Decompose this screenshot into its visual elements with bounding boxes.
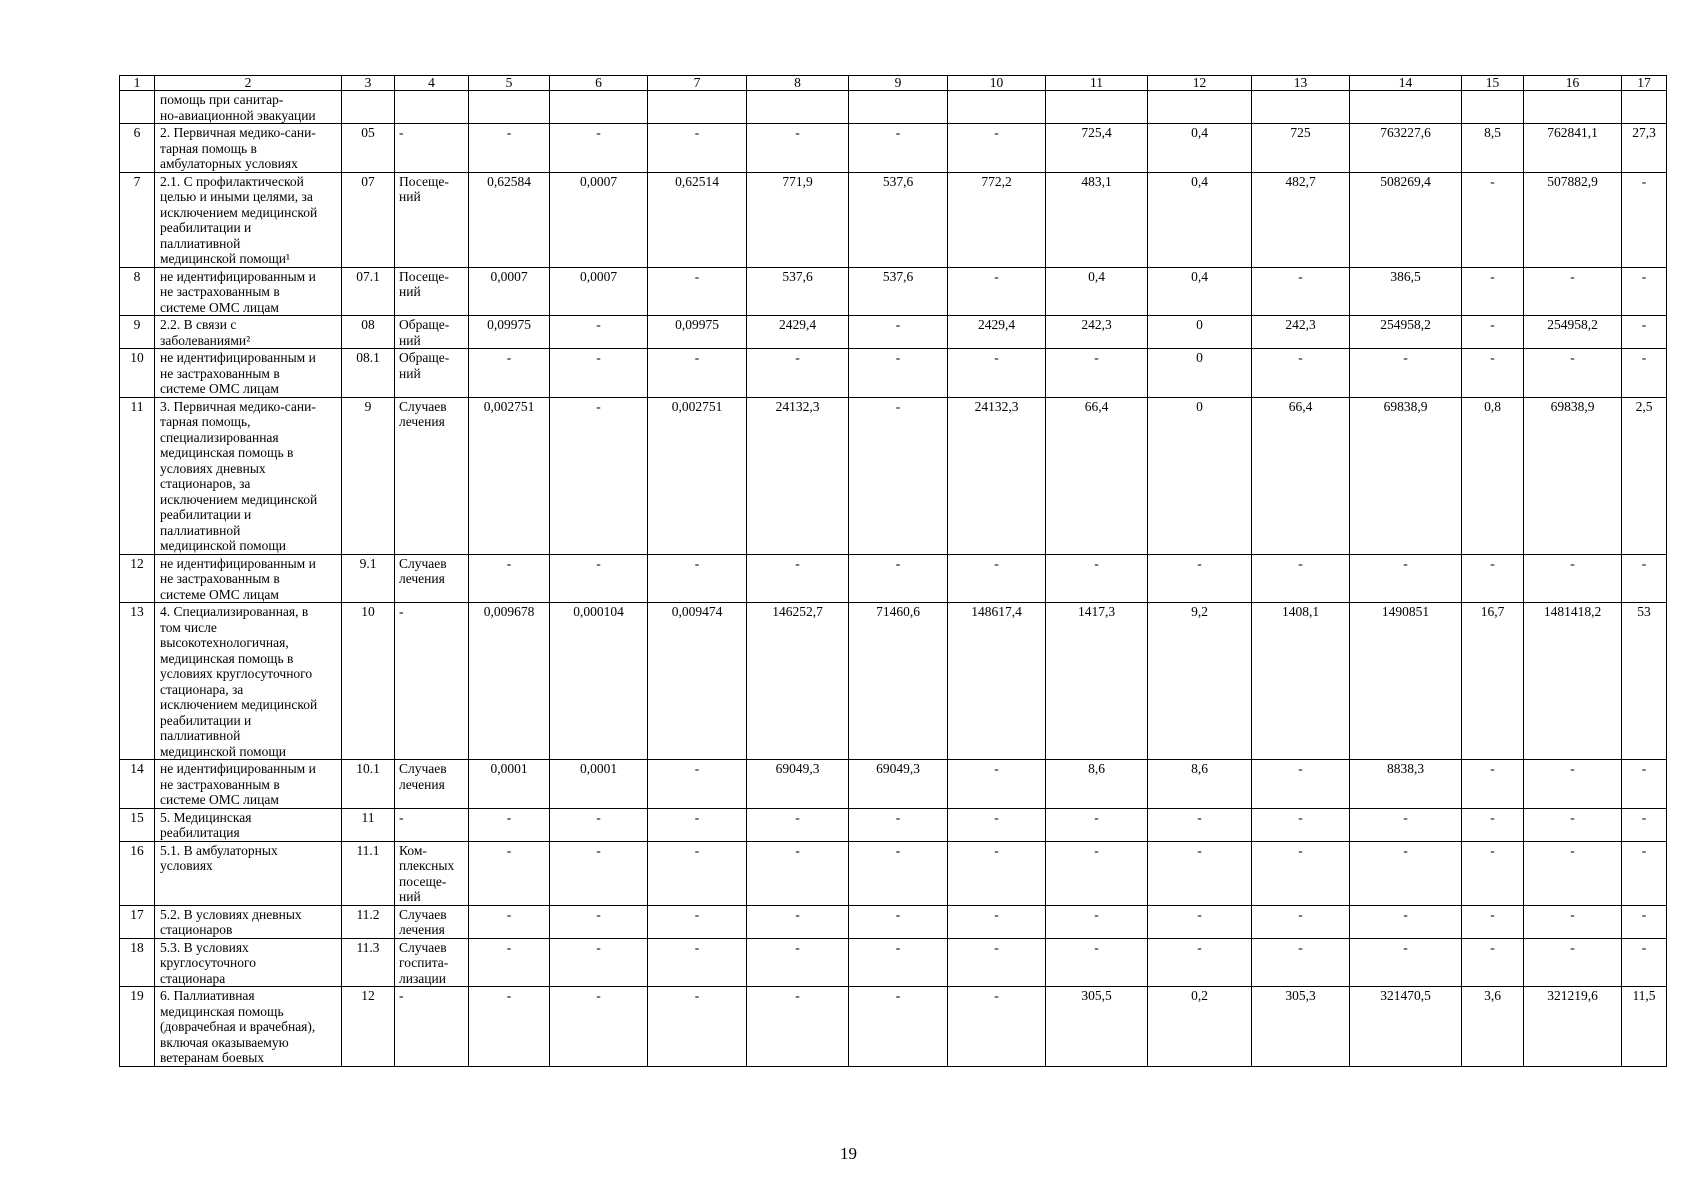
unit-cell: Случаев лечения xyxy=(395,760,469,809)
value-cell: - xyxy=(948,808,1046,841)
table-row xyxy=(120,938,1667,987)
value-cell: - xyxy=(550,554,648,603)
unit-cell: Обраще- ний xyxy=(395,316,469,349)
value-cell: - xyxy=(1046,841,1148,905)
column-number-header: 2 xyxy=(155,76,342,91)
row-number-cell: 14 xyxy=(120,760,155,809)
value-cell: - xyxy=(1046,808,1148,841)
line-code-cell: 07 xyxy=(342,172,395,267)
value-cell: - xyxy=(550,938,648,987)
care-type-cell: не идентифицированным и не застрахованным в системе ОМС лицам xyxy=(155,760,342,809)
unit-cell xyxy=(395,91,469,124)
value-cell: 0,009678 xyxy=(469,603,550,760)
value-cell: - xyxy=(648,760,747,809)
value-cell: 69049,3 xyxy=(747,760,849,809)
value-cell: - xyxy=(1148,808,1252,841)
value-cell: - xyxy=(1524,760,1622,809)
value-cell: - xyxy=(1622,554,1667,603)
row-number-cell: 13 xyxy=(120,603,155,760)
value-cell: - xyxy=(1462,172,1524,267)
value-cell xyxy=(1148,91,1252,124)
value-cell: - xyxy=(1350,938,1462,987)
column-number-header: 13 xyxy=(1252,76,1350,91)
value-cell: 1408,1 xyxy=(1252,603,1350,760)
care-type-cell: не идентифицированным и не застрахованным в системе ОМС лицам xyxy=(155,349,342,398)
value-cell xyxy=(747,91,849,124)
value-cell: - xyxy=(550,905,648,938)
value-cell: 242,3 xyxy=(1252,316,1350,349)
row-number-cell: 17 xyxy=(120,905,155,938)
value-cell: - xyxy=(1252,905,1350,938)
value-cell: - xyxy=(747,349,849,398)
value-cell: 772,2 xyxy=(948,172,1046,267)
care-type-cell: 5.3. В условиях круглосуточного стационара xyxy=(155,938,342,987)
value-cell: - xyxy=(1252,808,1350,841)
value-cell: 24132,3 xyxy=(948,397,1046,554)
care-type-cell: 2. Первичная медико-сани- тарная помощь в амбулаторных условиях xyxy=(155,124,342,173)
value-cell xyxy=(1622,91,1667,124)
value-cell: - xyxy=(469,905,550,938)
row-number-cell: 15 xyxy=(120,808,155,841)
column-number-header: 7 xyxy=(648,76,747,91)
unit-cell: Случаев лечения xyxy=(395,554,469,603)
line-code-cell: 12 xyxy=(342,987,395,1067)
value-cell: - xyxy=(747,808,849,841)
column-number-header: 9 xyxy=(849,76,948,91)
value-cell: - xyxy=(550,124,648,173)
value-cell: - xyxy=(1350,905,1462,938)
value-cell: 3,6 xyxy=(1462,987,1524,1067)
care-type-cell: 2.1. С профилактической целью и иными целями, за исключением медицинской реабилитации и паллиативной медицинской помощи¹ xyxy=(155,172,342,267)
care-type-cell: не идентифицированным и не застрахованным в системе ОМС лицам xyxy=(155,554,342,603)
value-cell: - xyxy=(1350,554,1462,603)
value-cell: - xyxy=(550,808,648,841)
column-number-header: 1 xyxy=(120,76,155,91)
value-cell: - xyxy=(1462,905,1524,938)
value-cell: 0,4 xyxy=(1148,124,1252,173)
value-cell: - xyxy=(849,349,948,398)
value-cell: 0,4 xyxy=(1148,267,1252,316)
value-cell: 537,6 xyxy=(747,267,849,316)
unit-cell: - xyxy=(395,808,469,841)
value-cell: - xyxy=(948,987,1046,1067)
column-number-header: 4 xyxy=(395,76,469,91)
line-code-cell: 11 xyxy=(342,808,395,841)
value-cell: - xyxy=(849,938,948,987)
value-cell: 2429,4 xyxy=(747,316,849,349)
row-number-cell: 7 xyxy=(120,172,155,267)
table-row xyxy=(120,987,1667,1067)
value-cell xyxy=(1524,91,1622,124)
value-cell: 254958,2 xyxy=(1524,316,1622,349)
row-number-cell: 6 xyxy=(120,124,155,173)
value-cell: - xyxy=(1148,905,1252,938)
column-number-header: 6 xyxy=(550,76,648,91)
value-cell: 482,7 xyxy=(1252,172,1350,267)
value-cell: - xyxy=(1462,267,1524,316)
value-cell: - xyxy=(1622,841,1667,905)
value-cell: - xyxy=(469,987,550,1067)
value-cell: 763227,6 xyxy=(1350,124,1462,173)
value-cell: - xyxy=(1462,938,1524,987)
value-cell: - xyxy=(648,905,747,938)
row-number-cell: 9 xyxy=(120,316,155,349)
table-row xyxy=(120,349,1667,398)
page-number: 19 xyxy=(840,1144,857,1163)
value-cell: - xyxy=(1462,316,1524,349)
value-cell: - xyxy=(469,349,550,398)
value-cell: - xyxy=(648,267,747,316)
care-type-cell: 5.2. В условиях дневных стационаров xyxy=(155,905,342,938)
value-cell: 66,4 xyxy=(1252,397,1350,554)
unit-cell: Обраще- ний xyxy=(395,349,469,398)
value-cell: - xyxy=(948,124,1046,173)
value-cell: - xyxy=(1622,172,1667,267)
value-cell: - xyxy=(648,808,747,841)
value-cell: - xyxy=(747,124,849,173)
value-cell: 0,0007 xyxy=(469,267,550,316)
line-code-cell: 05 xyxy=(342,124,395,173)
value-cell xyxy=(550,91,648,124)
value-cell: - xyxy=(469,938,550,987)
value-cell: - xyxy=(1148,938,1252,987)
value-cell: 305,3 xyxy=(1252,987,1350,1067)
value-cell: - xyxy=(1524,349,1622,398)
unit-cell: - xyxy=(395,987,469,1067)
value-cell: 69838,9 xyxy=(1524,397,1622,554)
value-cell: 2,5 xyxy=(1622,397,1667,554)
value-cell: - xyxy=(648,938,747,987)
row-number-cell: 12 xyxy=(120,554,155,603)
value-cell: - xyxy=(1524,938,1622,987)
row-number-cell: 18 xyxy=(120,938,155,987)
value-cell: 0,09975 xyxy=(469,316,550,349)
value-cell: - xyxy=(948,349,1046,398)
line-code-cell: 11.1 xyxy=(342,841,395,905)
table-row xyxy=(120,397,1667,554)
value-cell: - xyxy=(550,316,648,349)
row-number-cell: 10 xyxy=(120,349,155,398)
value-cell: 8,6 xyxy=(1046,760,1148,809)
value-cell: 24132,3 xyxy=(747,397,849,554)
value-cell: - xyxy=(747,905,849,938)
table-row xyxy=(120,841,1667,905)
value-cell: 11,5 xyxy=(1622,987,1667,1067)
value-cell: 0,62584 xyxy=(469,172,550,267)
value-cell: - xyxy=(1622,938,1667,987)
value-cell: 483,1 xyxy=(1046,172,1148,267)
value-cell: 305,5 xyxy=(1046,987,1148,1067)
line-code-cell: 10 xyxy=(342,603,395,760)
column-number-header: 11 xyxy=(1046,76,1148,91)
line-code-cell xyxy=(342,91,395,124)
unit-cell: Случаев лечения xyxy=(395,905,469,938)
value-cell: 1481418,2 xyxy=(1524,603,1622,760)
value-cell: - xyxy=(1524,267,1622,316)
column-number-header: 5 xyxy=(469,76,550,91)
value-cell: 0,8 xyxy=(1462,397,1524,554)
line-code-cell: 11.3 xyxy=(342,938,395,987)
value-cell: 0,2 xyxy=(1148,987,1252,1067)
line-code-cell: 11.2 xyxy=(342,905,395,938)
row-number-cell: 19 xyxy=(120,987,155,1067)
value-cell: - xyxy=(747,938,849,987)
value-cell: 146252,7 xyxy=(747,603,849,760)
column-number-header: 8 xyxy=(747,76,849,91)
column-number-header: 12 xyxy=(1148,76,1252,91)
value-cell: - xyxy=(1622,808,1667,841)
value-cell: 69838,9 xyxy=(1350,397,1462,554)
value-cell: 16,7 xyxy=(1462,603,1524,760)
value-cell: - xyxy=(1622,267,1667,316)
value-cell: - xyxy=(1524,554,1622,603)
value-cell: 0,0007 xyxy=(550,267,648,316)
value-cell: - xyxy=(1046,554,1148,603)
value-cell: 69049,3 xyxy=(849,760,948,809)
value-cell: - xyxy=(1252,554,1350,603)
value-cell: 1490851 xyxy=(1350,603,1462,760)
table-row xyxy=(120,603,1667,760)
table-row xyxy=(120,267,1667,316)
value-cell: 0,4 xyxy=(1046,267,1148,316)
table-row xyxy=(120,316,1667,349)
value-cell: 0,002751 xyxy=(469,397,550,554)
value-cell: - xyxy=(1462,349,1524,398)
value-cell xyxy=(1462,91,1524,124)
value-cell xyxy=(849,91,948,124)
row-number-cell: 16 xyxy=(120,841,155,905)
medical-care-table xyxy=(119,75,1667,1067)
column-number-header: 16 xyxy=(1524,76,1622,91)
value-cell: 8,5 xyxy=(1462,124,1524,173)
value-cell: - xyxy=(849,987,948,1067)
unit-cell: - xyxy=(395,124,469,173)
column-number-header: 15 xyxy=(1462,76,1524,91)
value-cell: 725,4 xyxy=(1046,124,1148,173)
value-cell: - xyxy=(747,987,849,1067)
value-cell: 321470,5 xyxy=(1350,987,1462,1067)
value-cell: - xyxy=(1462,554,1524,603)
unit-cell: Посеще- ний xyxy=(395,267,469,316)
value-cell xyxy=(469,91,550,124)
table-row xyxy=(120,808,1667,841)
value-cell: - xyxy=(1252,841,1350,905)
value-cell: 0,000104 xyxy=(550,603,648,760)
value-cell: - xyxy=(648,987,747,1067)
value-cell: - xyxy=(550,841,648,905)
line-code-cell: 10.1 xyxy=(342,760,395,809)
value-cell: - xyxy=(849,841,948,905)
value-cell: 1417,3 xyxy=(1046,603,1148,760)
value-cell: - xyxy=(1622,316,1667,349)
care-type-cell: не идентифицированным и не застрахованным в системе ОМС лицам xyxy=(155,267,342,316)
column-number-header: 10 xyxy=(948,76,1046,91)
table-row xyxy=(120,905,1667,938)
value-cell: - xyxy=(747,841,849,905)
value-cell: 53 xyxy=(1622,603,1667,760)
value-cell: - xyxy=(1462,808,1524,841)
value-cell: 0,009474 xyxy=(648,603,747,760)
value-cell: - xyxy=(550,397,648,554)
value-cell: - xyxy=(1524,905,1622,938)
unit-cell: Посеще- ний xyxy=(395,172,469,267)
value-cell: 66,4 xyxy=(1046,397,1148,554)
value-cell: - xyxy=(648,349,747,398)
value-cell: 0,09975 xyxy=(648,316,747,349)
table-row xyxy=(120,760,1667,809)
line-code-cell: 08 xyxy=(342,316,395,349)
value-cell: - xyxy=(1350,349,1462,398)
value-cell: 537,6 xyxy=(849,267,948,316)
row-number-cell: 8 xyxy=(120,267,155,316)
value-cell: - xyxy=(1462,760,1524,809)
value-cell: - xyxy=(1462,841,1524,905)
column-number-header: 17 xyxy=(1622,76,1667,91)
row-number-cell xyxy=(120,91,155,124)
line-code-cell: 9.1 xyxy=(342,554,395,603)
value-cell xyxy=(1350,91,1462,124)
value-cell: - xyxy=(948,841,1046,905)
value-cell: 8838,3 xyxy=(1350,760,1462,809)
value-cell: - xyxy=(1148,554,1252,603)
table-row xyxy=(120,554,1667,603)
value-cell: - xyxy=(849,397,948,554)
table-row xyxy=(120,91,1667,124)
line-code-cell: 08.1 xyxy=(342,349,395,398)
care-type-cell: 2.2. В связи с заболеваниями² xyxy=(155,316,342,349)
care-type-cell: 3. Первичная медико-сани- тарная помощь, специализированная медицинская помощь в условиях дневных стационаров, за исключением медицинской реабилитации и паллиативной медицинской помощи xyxy=(155,397,342,554)
value-cell: 771,9 xyxy=(747,172,849,267)
value-cell: - xyxy=(1622,905,1667,938)
value-cell: 0,0001 xyxy=(550,760,648,809)
value-cell: - xyxy=(469,841,550,905)
value-cell: - xyxy=(648,124,747,173)
value-cell: - xyxy=(849,316,948,349)
value-cell: 0 xyxy=(1148,349,1252,398)
line-code-cell: 9 xyxy=(342,397,395,554)
value-cell: 8,6 xyxy=(1148,760,1252,809)
value-cell: 507882,9 xyxy=(1524,172,1622,267)
value-cell: - xyxy=(948,905,1046,938)
value-cell: 0,62514 xyxy=(648,172,747,267)
value-cell: 762841,1 xyxy=(1524,124,1622,173)
value-cell xyxy=(1046,91,1148,124)
value-cell: - xyxy=(849,124,948,173)
value-cell: - xyxy=(1046,349,1148,398)
table-row xyxy=(120,172,1667,267)
value-cell: - xyxy=(1252,760,1350,809)
value-cell xyxy=(648,91,747,124)
value-cell: - xyxy=(469,808,550,841)
value-cell xyxy=(948,91,1046,124)
value-cell: - xyxy=(1252,938,1350,987)
value-cell: 725 xyxy=(1252,124,1350,173)
value-cell: - xyxy=(948,760,1046,809)
value-cell: - xyxy=(648,841,747,905)
value-cell: 0,0001 xyxy=(469,760,550,809)
table-header-row xyxy=(120,76,1667,91)
value-cell: 254958,2 xyxy=(1350,316,1462,349)
unit-cell: - xyxy=(395,603,469,760)
value-cell: 0,4 xyxy=(1148,172,1252,267)
value-cell: 27,3 xyxy=(1622,124,1667,173)
value-cell: - xyxy=(1148,841,1252,905)
value-cell: 242,3 xyxy=(1046,316,1148,349)
value-cell: 71460,6 xyxy=(849,603,948,760)
value-cell: - xyxy=(550,987,648,1067)
value-cell: - xyxy=(1622,349,1667,398)
column-number-header: 3 xyxy=(342,76,395,91)
value-cell: - xyxy=(1046,938,1148,987)
unit-cell: Ком- плексных посеще- ний xyxy=(395,841,469,905)
row-number-cell: 11 xyxy=(120,397,155,554)
care-type-cell: 4. Специализированная, в том числе высокотехнологичная, медицинская помощь в условиях круглосуточного стационара, за исключением медицинской реабилитации и паллиативной медицинской помощи xyxy=(155,603,342,760)
value-cell: - xyxy=(1622,760,1667,809)
unit-cell: Случаев лечения xyxy=(395,397,469,554)
value-cell: 0 xyxy=(1148,397,1252,554)
value-cell: - xyxy=(747,554,849,603)
value-cell: - xyxy=(1350,808,1462,841)
value-cell: 2429,4 xyxy=(948,316,1046,349)
value-cell: - xyxy=(1252,267,1350,316)
care-type-cell: 5. Медицинская реабилитация xyxy=(155,808,342,841)
value-cell: - xyxy=(469,124,550,173)
care-type-cell: 5.1. В амбулаторных условиях xyxy=(155,841,342,905)
value-cell: - xyxy=(469,554,550,603)
care-type-cell: помощь при санитар- но-авиационной эвакуации xyxy=(155,91,342,124)
column-number-header: 14 xyxy=(1350,76,1462,91)
value-cell: 148617,4 xyxy=(948,603,1046,760)
value-cell: - xyxy=(1524,841,1622,905)
value-cell: 0,0007 xyxy=(550,172,648,267)
value-cell: - xyxy=(1046,905,1148,938)
value-cell: - xyxy=(849,808,948,841)
value-cell: 0 xyxy=(1148,316,1252,349)
unit-cell: Случаев госпита- лизации xyxy=(395,938,469,987)
value-cell: 508269,4 xyxy=(1350,172,1462,267)
value-cell: - xyxy=(648,554,747,603)
line-code-cell: 07.1 xyxy=(342,267,395,316)
value-cell: 321219,6 xyxy=(1524,987,1622,1067)
value-cell: - xyxy=(849,554,948,603)
value-cell: - xyxy=(948,938,1046,987)
value-cell: - xyxy=(849,905,948,938)
value-cell: - xyxy=(1350,841,1462,905)
value-cell: 0,002751 xyxy=(648,397,747,554)
value-cell: - xyxy=(948,554,1046,603)
value-cell xyxy=(1252,91,1350,124)
value-cell: - xyxy=(1252,349,1350,398)
value-cell: 9,2 xyxy=(1148,603,1252,760)
value-cell: - xyxy=(948,267,1046,316)
value-cell: 537,6 xyxy=(849,172,948,267)
value-cell: - xyxy=(1524,808,1622,841)
table-row xyxy=(120,124,1667,173)
care-type-cell: 6. Паллиативная медицинская помощь (доврачебная и врачебная), включая оказываемую ветеранам боевых xyxy=(155,987,342,1067)
value-cell: - xyxy=(550,349,648,398)
value-cell: 386,5 xyxy=(1350,267,1462,316)
